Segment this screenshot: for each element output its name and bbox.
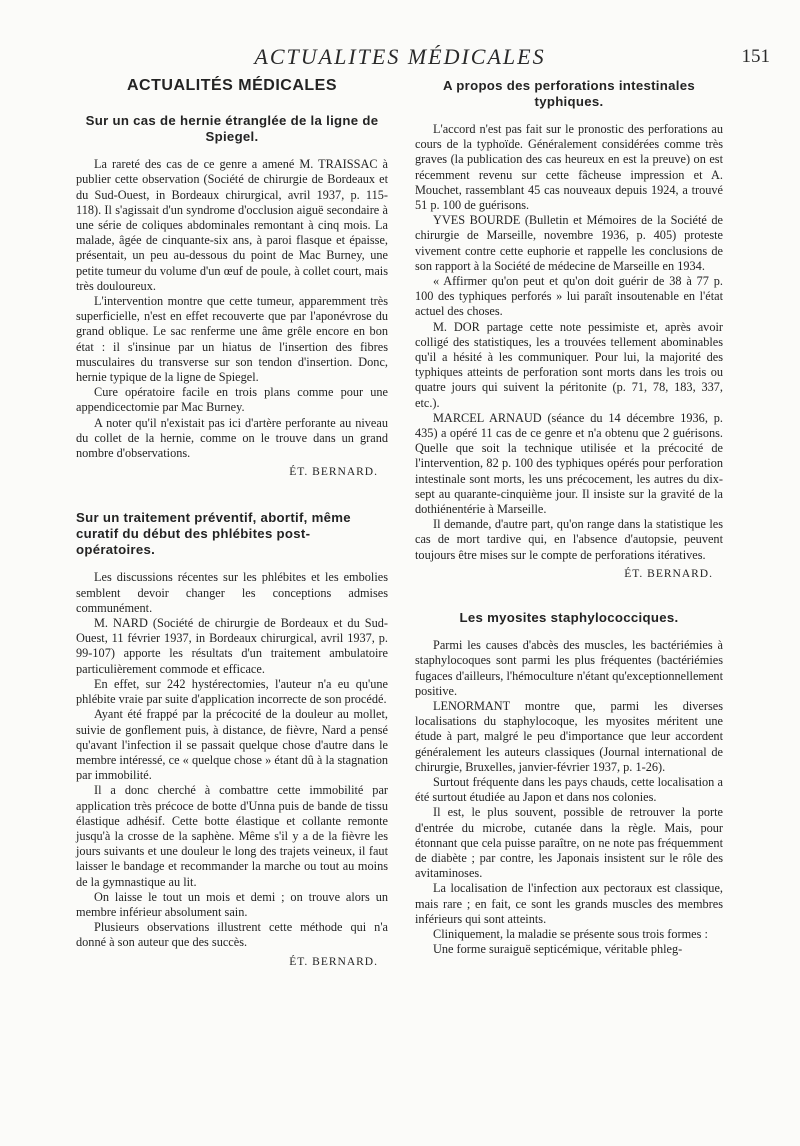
article-title: A propos des perforations intestinales typhiques. — [443, 78, 695, 109]
paragraph: M. DOR partage cette note pessimiste et, après avoir colligé des statistiques, les a trouvées tellement abominables qu'il a hésité à les communiquer. Pour lui, la majorité des typhiques atteints de perforation sont morts dans les trois ou quatre jours qui suivent la péritonite (p. 71, 78, 183, 337, etc.). — [415, 319, 723, 410]
paragraph: L'accord n'est pas fait sur le pronostic des perforations au cours de la typhoïde. Généralement considérées comme très graves (la publication des cas heureux en est la preuve) on est récemment revenu sur cette fâcheuse impression et A. Mouchet, rassemblant 45 cas nouveaux depuis 1924, a trouvé 51 p. 100 de guérisons. — [415, 122, 723, 213]
paragraph: La localisation de l'infection aux pectoraux est classique, mais rare ; en fait, ce sont les grands muscles des membres inférieurs qui sont atteints. — [415, 881, 723, 926]
paragraph: Ayant été frappé par la précocité de la douleur au mollet, suivie de gonflement puis, à distance, de fièvre, Nard a pensé qu'avant l'infection il se passait quelque chose d'autre dans le membre intéressé, ce « quelque chose » étant dû à la stagnation par immobilité. — [76, 707, 388, 783]
paragraph: L'intervention montre que cette tumeur, apparemment très superficielle, n'est en effet recouverte que par l'aponévrose du grand oblique. Le sac renferme une âme grêle encore en bon état : il s'insinue par un hiatus de l'insertion des fibres musculaires du transverse sur son tendon d'insertion. Donc, hernie typique de la ligne de Spiegel. — [76, 294, 388, 385]
article-separator — [76, 480, 388, 510]
section-title: ACTUALITÉS MÉDICALES — [127, 77, 337, 94]
paragraph: Il a donc cherché à combattre cette immobilité par application très précoce de botte d'Unna puis de bande de tissu élastique adhésif. Cette botte élastique et collante remonte jusqu'à la crosse de la saphène. Même s'il y a de la fièvre les jours suivants et une douleur le long des trajets veineux, il faut laisser le bandage et recommander la marche ou tout au moins de la gymnastique au lit. — [76, 783, 388, 889]
author-signature: ÉT. BERNARD. — [624, 567, 713, 580]
article-separator — [415, 582, 723, 610]
author-signature: ÉT. BERNARD. — [289, 466, 378, 479]
paragraph: Il est, le plus souvent, possible de retrouver la porte d'entrée du microbe, cutanée dans la règle. Mais, pour étonnant que cela puisse paraître, on ne note pas fréquemment de diabète ; par contre, les Japonais insistent sur le rôle des avitaminoses. — [415, 805, 723, 881]
paragraph: Les discussions récentes sur les phlébites et les embolies semblent devoir changer les conceptions admises communément. — [76, 570, 388, 615]
left-column — [76, 78, 388, 970]
article-myosites — [415, 610, 723, 957]
paragraph: « Affirmer qu'on peut et qu'on doit guérir de 38 à 77 p. 100 des typhiques perforés » lui paraît insoutenable en l'état actuel des choses. — [415, 274, 723, 319]
paragraph: Parmi les causes d'abcès des muscles, les bactériémies à staphylocoques sont parmi les plus fréquentes (bactériémies fugaces d'ailleurs, l'hémoculture n'étant qu'exceptionnellement positive. — [415, 638, 723, 698]
paragraph: Il demande, d'autre part, qu'on range dans la statistique les cas de mort tardive qui, en l'absence d'autopsie, peuvent toujours être mises sur le compte de perforations itératives. — [415, 517, 723, 562]
running-title: ACTUALITES MÉDICALES — [254, 44, 546, 69]
paragraph: La rareté des cas de ce genre a amené M. TRAISSAC à publier cette observation (Société de chirurgie de Bordeaux et du Sud-Ouest, in Bordeaux chirurgical, avril 1937, p. 115-118). Il s'agissait d'un syndrome d'occlusion aiguë secondaire à une série de coliques abdominales remontant à cinq mois. La malade, âgée de cinquante-six ans, à paroi flasque et épaisse, présentait, un peu au-dessous du point de Mac Burney, une petite tumeur du volume d'un œuf de poule, à collet court, mais très douloureux. — [76, 157, 388, 293]
paragraph: Cliniquement, la maladie se présente sous trois formes : — [433, 926, 708, 941]
paragraph: MARCEL ARNAUD (séance du 14 décembre 1936, p. 435) a opéré 11 cas de ce genre et n'a obtenu que 2 guérisons. Quelle que soit la technique utilisée et la précocité de l'intervention, 82 p. 100 des typhiques opérés pour perforation intestinale sont morts, les uns précocement, les autres du dix-sept au quarante-cinquième jour. Il insiste sur la gravité de la dothiénentérie à Marseille. — [415, 410, 723, 517]
paragraph: M. NARD (Société de chirurgie de Bordeaux et du Sud-Ouest, 11 février 1937, in Bordeaux chirurgical, avril 1937, p. 99-107) apporte les résultats d'un traitement ambulatoire particulièrement commode et efficace. — [76, 616, 388, 676]
article-phlebites — [76, 510, 388, 969]
article-title: Sur un cas de hernie étranglée de la ligne de Spiegel. — [85, 113, 379, 145]
paragraph: A noter qu'il n'existait pas ici d'artère perforante au niveau du collet de la hernie, comme on le trouve dans un grand nombre d'observations. — [76, 415, 388, 461]
running-head — [0, 44, 800, 74]
paragraph: Cure opératoire facile en trois plans comme pour une appendicectomie par Mac Burney. — [76, 385, 388, 415]
paragraph: Une forme suraiguë septicémique, véritable phleg- — [433, 942, 683, 957]
page-number: 151 — [741, 46, 770, 67]
article-perforations-typhiques — [415, 78, 723, 582]
right-column — [415, 78, 723, 957]
paragraph: YVES BOURDE (Bulletin et Mémoires de la Société de chirurgie de Marseille, novembre 1936, p. 405) proteste vivement contre cette euphorie et rappelle les conclusions de son rapport à la Société de médecine de Marseille en 1934. — [415, 213, 723, 273]
article-title: Sur un traitement préventif, abortif, même curatif du début des phlébites post-opératoires. — [76, 510, 351, 558]
article-hernie-spiegel — [76, 113, 388, 480]
article-title: Les myosites staphylococciques. — [459, 610, 679, 626]
paragraph: LENORMANT montre que, parmi les diverses localisations du staphylocoque, les myosites méritent une étude à part, malgré le peu d'importance que leur accordent généralement les auteurs classiques (Journal international de chirurgie, Bruxelles, janvier-février 1937, p. 1-26). — [415, 698, 723, 774]
paragraph: En effet, sur 242 hystérectomies, l'auteur n'a eu qu'une phlébite vraie par suite d'application incorrecte de son procédé. — [76, 676, 388, 707]
paragraph: On laisse le tout un mois et demi ; on trouve alors un membre inférieur absolument sain. — [76, 889, 388, 919]
paragraph: Plusieurs observations illustrent cette méthode qui n'a donné à son auteur que des succès. — [76, 920, 388, 950]
author-signature: ÉT. BERNARD. — [289, 955, 378, 968]
paragraph: Surtout fréquente dans les pays chauds, cette localisation a été surtout étudiée au Japon et dans nos colonies. — [415, 774, 723, 805]
